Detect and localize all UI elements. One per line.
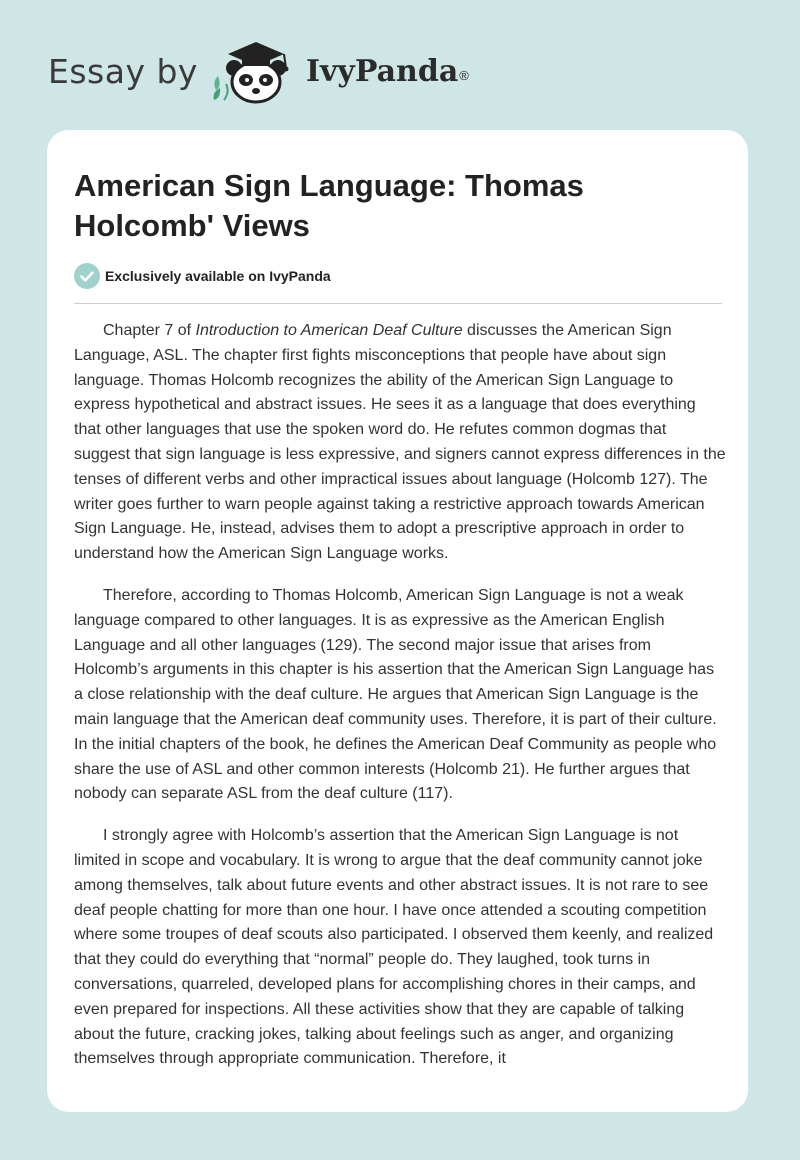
page-title: American Sign Language: Thomas Holcomb' Views bbox=[74, 168, 584, 243]
registered-mark: ® bbox=[459, 67, 469, 83]
paragraph-2: Therefore, according to Thomas Holcomb, American Sign Language is not a weak language compared to other languages. It is as expressive as the American English Language and all other languages (129). The second major issue that arises from Holcomb’s arguments in this chapter is his assertion that the American Sign Language has a close relationship with the deaf culture. He argues that American Sign Language is the main language that the American deaf community uses. Therefore, it is part of their culture. In the initial chapters of the book, he defines the American Deaf Community as people who share the use of ASL and other common interests (Holcomb 21). He further argues that nobody can separate ASL from the deaf culture (117). bbox=[74, 586, 717, 803]
divider bbox=[74, 303, 722, 304]
panda-graduate-logo-icon[interactable] bbox=[208, 36, 304, 106]
exclusive-badge bbox=[74, 263, 331, 289]
exclusive-badge-label: Exclusively available on IvyPanda bbox=[105, 268, 331, 284]
essay-card bbox=[47, 130, 748, 1112]
essay-by-label: Essay by bbox=[48, 51, 198, 91]
book-title: Introduction to American Deaf Culture bbox=[195, 322, 463, 339]
paragraph-1-start: Chapter 7 of bbox=[103, 322, 196, 339]
site-header bbox=[48, 36, 528, 106]
paragraph-1-rest: discusses the American Sign Language, ASL. The chapter first fights misconceptions that people have about sign language. Thomas Holcomb recognizes the ability of the American Sign Language to express hypothetical and abstract issues. He sees it as a language that does everything that other languages that use the spoken word do. He refutes common dogmas that suggest that sign language is less expressive, and signers cannot express differences in the tenses of different verbs and other impractical issues about language (Holcomb 127). The writer goes further to warn people against taking a restrictive approach towards American Sign Language. He, instead, advises them to adopt a prescriptive approach in order to understand how the American Sign Language works. bbox=[74, 322, 726, 563]
essay-body bbox=[74, 319, 726, 1089]
paragraph-1 bbox=[74, 319, 726, 567]
paragraph-3: I strongly agree with Holcomb’s assertion that the American Sign Language is not limited in scope and vocabulary. It is wrong to argue that the deaf community cannot joke among themselves, talk about future events and other abstract issues. It is not rare to see deaf people chatting for more than one hour. I have once attended a scouting competition where some troupes of deaf scouts also participated. I observed them keenly, and realized that they could do everything that “normal” people do. They laughed, took turns in conversations, quarreled, developed plans for accomplishing chores in their camps, and even prepared for inspections. All these activities show that they are capable of talking about the future, cracking jokes, talking about feelings such as anger, and organizing themselves through appropriate communication. Therefore, it bbox=[74, 827, 714, 1068]
brand-name[interactable]: IvyPanda bbox=[305, 53, 459, 89]
check-circle-icon bbox=[74, 263, 100, 289]
